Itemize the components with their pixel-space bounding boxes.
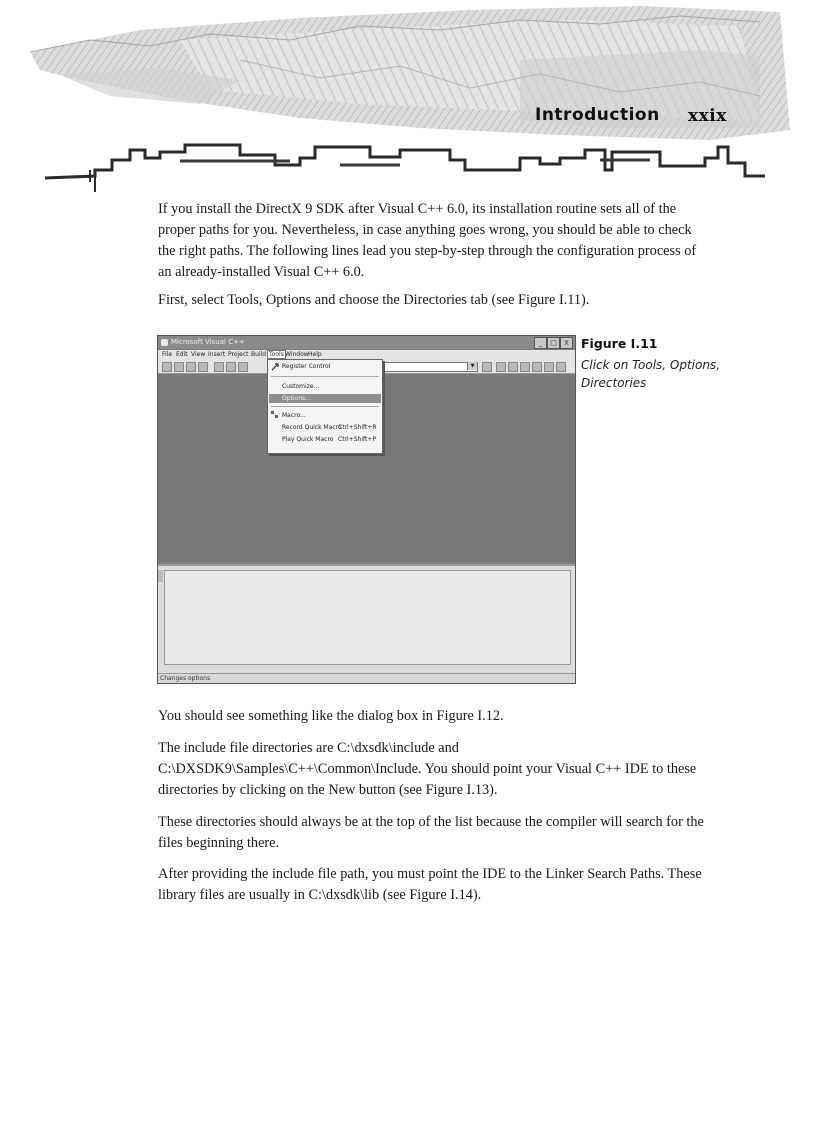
menu-edit[interactable]: Edit xyxy=(176,351,188,358)
paragraph-2: First, select Tools, Options and choose the Directories tab (see Figure I.11). xyxy=(158,292,590,308)
back-icon[interactable] xyxy=(520,362,530,372)
menu-window[interactable]: Window xyxy=(285,351,309,358)
output-text-area[interactable] xyxy=(164,570,571,665)
save-icon[interactable] xyxy=(186,362,196,372)
paragraph-5: These directories should always be at the top of the list because the compiler will search for the files beginning there. xyxy=(158,814,704,851)
paste-icon[interactable] xyxy=(238,362,248,372)
tools-dropdown-menu xyxy=(267,359,383,454)
figure-number: Figure I.11 xyxy=(581,336,658,351)
menu-item-record-quick-macro[interactable]: Record Quick Macro xyxy=(282,424,342,431)
cut-icon[interactable] xyxy=(214,362,224,372)
menu-insert[interactable]: Insert xyxy=(208,351,226,358)
window-title: Microsoft Visual C++ xyxy=(171,338,245,346)
pane-grip[interactable] xyxy=(158,570,163,582)
figure-caption: Click on Tools, Options, Directories xyxy=(581,358,721,390)
app-icon xyxy=(161,339,168,346)
copy-icon[interactable] xyxy=(226,362,236,372)
menu-build[interactable]: Build xyxy=(251,351,267,358)
status-bar xyxy=(158,673,575,684)
menu-file[interactable]: File xyxy=(162,351,173,358)
paragraph-3: You should see something like the dialog box in Figure I.12. xyxy=(158,708,504,724)
menu-item-options[interactable]: Options... xyxy=(282,395,311,402)
minimize-button[interactable]: _ xyxy=(534,337,547,349)
menu-separator xyxy=(271,376,379,377)
watch-icon[interactable] xyxy=(556,362,566,372)
chevron-down-icon[interactable]: ▼ xyxy=(467,362,477,370)
workspace-icon[interactable] xyxy=(496,362,506,372)
paragraph-6: After providing the include file path, you must point the IDE to the Linker Search Paths. These library files are usually in C:\dxsdk\lib (see Figure I.14). xyxy=(158,866,702,903)
menu-separator xyxy=(271,406,379,407)
open-icon[interactable] xyxy=(174,362,184,372)
save-all-icon[interactable] xyxy=(198,362,208,372)
menu-tools[interactable]: Tools xyxy=(269,351,284,358)
figure-screenshot xyxy=(157,335,576,684)
forward-icon[interactable] xyxy=(532,362,542,372)
menu-item-macro[interactable]: Macro... xyxy=(282,412,306,419)
paragraph-4: The include file directories are C:\dxsdk\include and C:\DXSDK9\Samples\C++\Common\Include. You should point your Visual C++ IDE to these directories by clicking on the New button (see Figure I.13). xyxy=(158,740,697,798)
menu-project[interactable]: Project xyxy=(228,351,249,358)
page-header-banner xyxy=(0,0,816,215)
paragraph-1: If you install the DirectX 9 SDK after Visual C++ 6.0, its installation routine sets all of the proper paths for you. Nevertheless, in case anything goes wrong, you should be able to check the right paths. The following lines lead you step-by-step through the configuration process of an already-installed Visual C++ 6.0. xyxy=(158,201,697,280)
window-titlebar xyxy=(158,336,575,349)
page-number: xxix xyxy=(688,106,727,126)
new-file-icon[interactable] xyxy=(162,362,172,372)
shortcut-record: Ctrl+Shift+R xyxy=(338,424,377,431)
menu-item-register-control[interactable]: Register Control xyxy=(282,363,331,370)
running-header-title: Introduction xyxy=(535,105,660,125)
menu-view[interactable]: View xyxy=(191,351,206,358)
menu-item-customize[interactable]: Customize... xyxy=(282,383,320,390)
maximize-button[interactable]: □ xyxy=(547,337,560,349)
browse-icon[interactable] xyxy=(544,362,554,372)
close-button[interactable]: X xyxy=(560,337,573,349)
menu-item-play-quick-macro[interactable]: Play Quick Macro xyxy=(282,436,334,443)
find-icon[interactable] xyxy=(482,362,492,372)
register-control-icon xyxy=(271,363,279,371)
macro-icon xyxy=(271,411,279,419)
shortcut-play: Ctrl+Shift+P xyxy=(338,436,376,443)
output-icon[interactable] xyxy=(508,362,518,372)
output-pane xyxy=(158,564,575,675)
find-combo[interactable] xyxy=(376,362,478,372)
status-text: Changes options xyxy=(160,675,211,682)
menu-help[interactable]: Help xyxy=(308,351,322,358)
